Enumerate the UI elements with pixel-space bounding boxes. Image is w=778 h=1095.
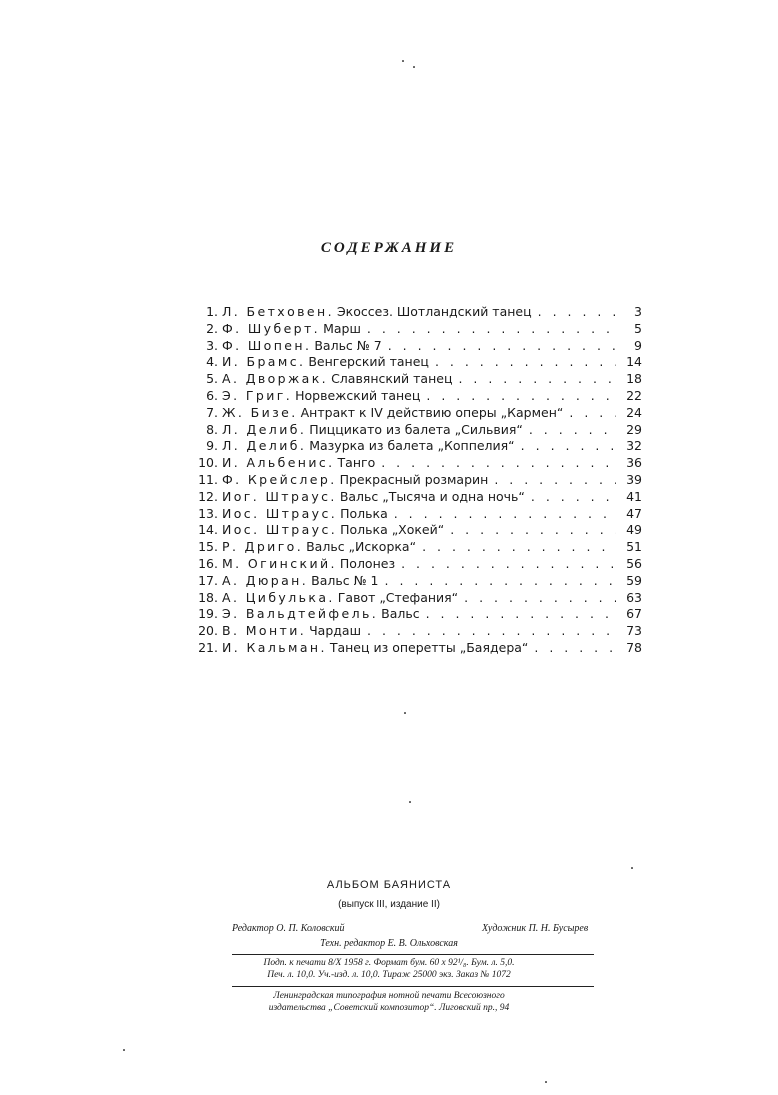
toc-entry-text [222, 606, 420, 623]
toc-entry [194, 371, 642, 388]
toc-entry-composer: Ж. Бизе. [222, 404, 298, 420]
toc-entry-number: 16. [198, 555, 218, 571]
toc-entry [194, 422, 642, 439]
toc-entry-composer: Иос. Штраус. [222, 505, 338, 521]
toc-entry-title: Вальс „Искорка“ [306, 539, 417, 555]
toc-entry [194, 640, 642, 657]
toc-leader-dots [422, 539, 616, 556]
toc-entry-number: 5. [206, 371, 218, 387]
toc-entry-title: Танго [337, 455, 376, 471]
toc-entry-composer: Э. Григ. [222, 387, 293, 403]
toc-entry-title: Полонез [339, 555, 396, 571]
toc-entry-number: 20. [198, 623, 218, 639]
toc-entry-text [222, 438, 515, 455]
toc-entry-text [222, 573, 379, 590]
toc-entry-number: 12. [198, 488, 218, 504]
toc-leader-dots [569, 405, 616, 422]
toc-entry-title: Прекрасный розмарин [339, 471, 489, 487]
toc-entry-composer: Ф. Крейслер. [222, 471, 337, 487]
toc-entry-text [222, 556, 395, 573]
toc-entry [194, 623, 642, 640]
toc-entry-number: 9. [206, 438, 218, 454]
scan-speck [402, 60, 404, 62]
toc-leader-dots [426, 606, 616, 623]
toc-entry [194, 573, 642, 590]
toc-entry-page: 18 [626, 371, 642, 387]
toc-entry [194, 338, 642, 355]
scan-speck [409, 801, 411, 803]
toc-entry-page: 29 [626, 421, 642, 437]
toc-entry-page: 41 [626, 488, 642, 504]
toc-entry-page: 51 [626, 539, 642, 555]
tech-editor-credit: Техн. редактор Е. В. Ольховская [320, 938, 458, 949]
toc-entry-title: Венгерский танец [308, 354, 429, 370]
toc-entry-text [222, 539, 416, 556]
scan-speck [404, 712, 406, 714]
toc-entry-title: Антракт к IV действию оперы „Кармен“ [300, 404, 564, 420]
toc-entry-number: 1. [206, 304, 218, 319]
scan-speck [631, 867, 633, 869]
scan-speck [123, 1049, 125, 1051]
toc-entry-composer: Л. Бетховен. [222, 304, 334, 319]
toc-entry-text [222, 371, 452, 388]
toc-entry-composer: И. Кальман. [222, 639, 327, 655]
toc-entry-text [222, 455, 375, 472]
toc-entry-title: Норвежский танец [295, 387, 421, 403]
table-of-contents [194, 304, 642, 657]
toc-entry-text [222, 590, 458, 607]
toc-entry-page: 47 [626, 505, 642, 521]
toc-entry [194, 539, 642, 556]
toc-leader-dots [529, 422, 616, 439]
toc-entry-title: Вальс [381, 606, 420, 622]
toc-entry-composer: В. Монти. [222, 623, 307, 639]
toc-entry-number: 7. [206, 404, 218, 420]
toc-entry-number: 8. [206, 421, 218, 437]
toc-entry [194, 388, 642, 405]
toc-entry-composer: А. Дворжак. [222, 371, 329, 387]
toc-entry-page: 39 [626, 471, 642, 487]
toc-entry-number: 3. [206, 337, 218, 353]
toc-entry-title: Марш [323, 320, 361, 336]
toc-entry-text [222, 405, 563, 422]
toc-entry-title: Славянский танец [331, 371, 453, 387]
toc-entry-number: 13. [198, 505, 218, 521]
toc-entry-title: Танец из оперетты „Баядера“ [329, 639, 529, 655]
book-subtitle: (выпуск III, издание II) [338, 899, 440, 910]
toc-entry-number: 15. [198, 539, 218, 555]
publication-details: Подп. к печати 8/X 1958 г. Формат бум. 60 x 92¹/₈. Бум. л. 5,0. [263, 958, 515, 968]
toc-entry-page: 36 [626, 455, 642, 471]
toc-entry-composer: А. Цибулька. [222, 589, 335, 605]
toc-entry-number: 19. [198, 606, 218, 622]
toc-leader-dots [538, 304, 616, 321]
toc-leader-dots [388, 338, 616, 355]
toc-entry-number: 6. [206, 387, 218, 403]
toc-entry-page: 9 [634, 337, 642, 353]
toc-entry [194, 506, 642, 523]
toc-entry [194, 405, 642, 422]
toc-leader-dots [435, 354, 616, 371]
toc-entry-page: 49 [626, 522, 642, 538]
toc-leader-dots [531, 489, 616, 506]
toc-entry-title: Пиццикато из балета „Сильвия“ [309, 421, 523, 437]
toc-entry-title: Вальс № 7 [314, 337, 382, 353]
toc-leader-dots [401, 556, 616, 573]
toc-entry-text [222, 506, 388, 523]
toc-entry-page: 67 [626, 606, 642, 622]
editor-credit: Редактор О. П. Коловский [232, 923, 345, 934]
toc-entry-text [222, 489, 525, 506]
toc-leader-dots [464, 590, 616, 607]
book-title: АЛЬБОМ БАЯНИСТА [326, 879, 452, 891]
toc-entry-text [222, 354, 429, 371]
toc-entry [194, 354, 642, 371]
toc-leader-dots [385, 573, 616, 590]
toc-entry-number: 21. [198, 639, 218, 655]
toc-leader-dots [458, 371, 616, 388]
toc-entry-composer: Ф. Шуберт. [222, 320, 321, 336]
toc-leader-dots [394, 506, 616, 523]
toc-entry-number: 4. [206, 354, 218, 370]
toc-entry-page: 59 [626, 572, 642, 588]
scan-speck [545, 1081, 547, 1083]
toc-entry [194, 321, 642, 338]
toc-entry-page: 32 [626, 438, 642, 454]
toc-entry-page: 24 [626, 404, 642, 420]
toc-entry-page: 3 [634, 304, 642, 319]
toc-leader-dots [521, 438, 616, 455]
toc-leader-dots [534, 640, 616, 657]
toc-entry [194, 590, 642, 607]
toc-leader-dots [426, 388, 616, 405]
toc-entry-number: 11. [198, 471, 218, 487]
toc-entry-text [222, 321, 361, 338]
toc-entry-page: 78 [626, 639, 642, 655]
toc-entry-page: 73 [626, 623, 642, 639]
toc-entry-title: Полька „Хокей“ [340, 522, 445, 538]
toc-entry-composer: М. Огинский. [222, 555, 337, 571]
toc-entry-composer: Л. Делиб. [222, 438, 307, 454]
publication-details: Печ. л. 10,0. Уч.-изд. л. 10,0. Тираж 25000 экз. Заказ № 1072 [267, 970, 511, 980]
toc-entry-number: 10. [198, 455, 218, 471]
toc-entry-title: Экоссез. Шотландский танец [336, 304, 532, 319]
toc-entry-title: Вальс „Тысяча и одна ночь“ [339, 488, 525, 504]
divider [232, 986, 594, 987]
toc-leader-dots [367, 321, 616, 338]
toc-entry-text [222, 388, 420, 405]
toc-entry-text [222, 623, 361, 640]
toc-entry-text [222, 640, 528, 657]
toc-entry-page: 5 [634, 320, 642, 336]
toc-entry-title: Гавот „Стефания“ [337, 589, 459, 605]
toc-entry-title: Чардаш [309, 623, 362, 639]
toc-entry [194, 556, 642, 573]
toc-leader-dots [450, 522, 616, 539]
toc-leader-dots [494, 472, 616, 489]
toc-entry-number: 17. [198, 572, 218, 588]
toc-entry-text [222, 338, 382, 355]
toc-entry-composer: Иос. Штраус. [222, 522, 338, 538]
scan-speck [413, 66, 415, 68]
toc-entry-number: 2. [206, 320, 218, 336]
toc-entry-composer: Л. Делиб. [222, 421, 307, 437]
toc-entry-text [222, 522, 444, 539]
toc-entry [194, 472, 642, 489]
toc-entry [194, 606, 642, 623]
toc-entry-composer: И. Альбенис. [222, 455, 335, 471]
artist-credit: Художник П. Н. Бусырев [482, 923, 589, 934]
toc-entry-number: 18. [198, 589, 218, 605]
toc-entry [194, 522, 642, 539]
toc-entry-composer: Э. Вальдтейфель. [222, 606, 379, 622]
toc-entry-title: Полька [340, 505, 388, 521]
printer-details: издательства „Советский композитор“. Лиговский пр., 94 [268, 1003, 510, 1013]
toc-entry-page: 14 [626, 354, 642, 370]
toc-entry [194, 455, 642, 472]
toc-leader-dots [381, 455, 616, 472]
toc-entry-title: Вальс № 1 [311, 572, 379, 588]
toc-entry [194, 438, 642, 455]
toc-entry-composer: И. Брамс. [222, 354, 306, 370]
toc-entry-composer: Иог. Штраус. [222, 488, 337, 504]
toc-entry-text [222, 304, 532, 321]
toc-entry [194, 304, 642, 321]
toc-leader-dots [367, 623, 616, 640]
toc-entry-text [222, 472, 488, 489]
toc-entry [194, 489, 642, 506]
toc-entry-title: Мазурка из балета „Коппелия“ [309, 438, 515, 454]
divider [232, 954, 594, 955]
toc-entry-page: 56 [626, 555, 642, 571]
toc-entry-composer: Ф. Шопен. [222, 337, 312, 353]
printer-details: Ленинградская типография нотной печати Всесоюзного [273, 991, 505, 1001]
toc-entry-page: 63 [626, 589, 642, 605]
page-title: СОДЕРЖАНИЕ [320, 240, 458, 256]
toc-entry-composer: А. Дюран. [222, 572, 309, 588]
toc-entry-composer: Р. Дриго. [222, 539, 304, 555]
toc-entry-number: 14. [198, 522, 218, 538]
toc-entry-page: 22 [626, 387, 642, 403]
toc-entry-text [222, 422, 523, 439]
